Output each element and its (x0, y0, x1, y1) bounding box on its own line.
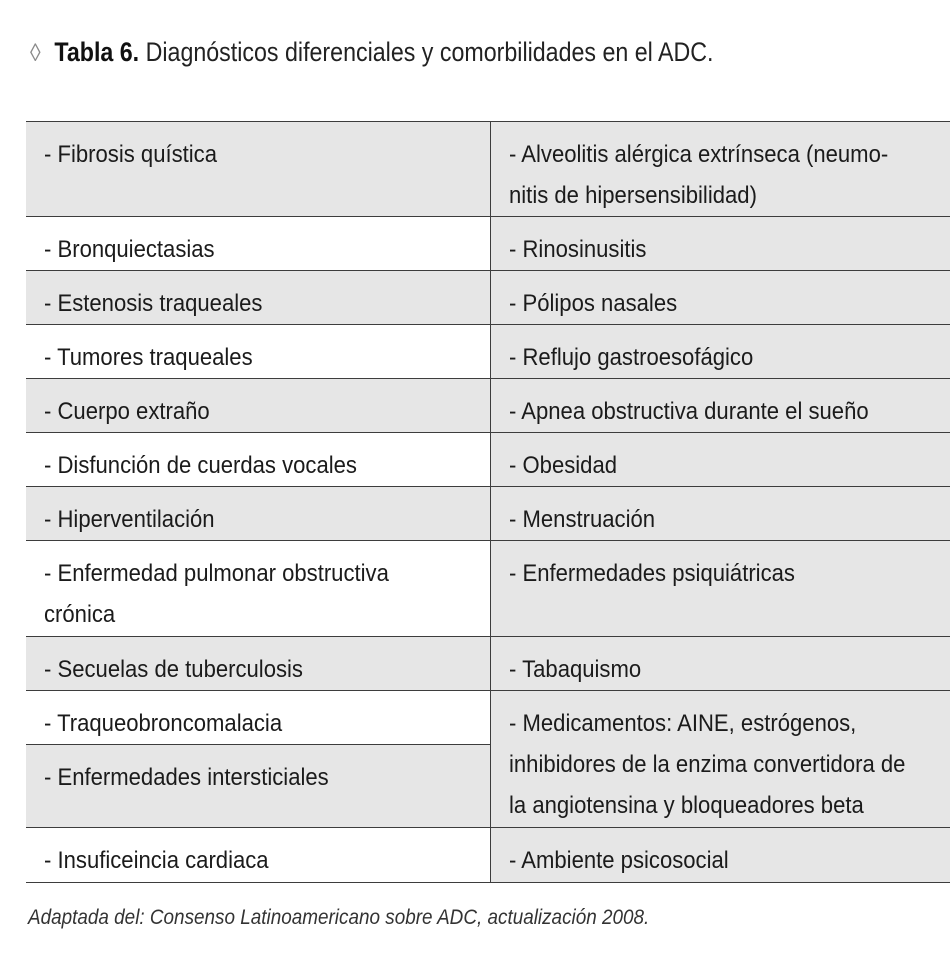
diamond-icon: ◊ (30, 39, 41, 67)
cell-text: - Hiperventilación (44, 506, 215, 533)
diagnosis-table (26, 121, 950, 883)
cell-text: - Obesidad (509, 452, 618, 479)
cell-text: - Reflujo gastroesofágico (509, 344, 754, 371)
cell-text: - Estenosis traqueales (44, 290, 263, 317)
table-row (26, 541, 950, 637)
cell-text: - Ambiente psicosocial (509, 847, 729, 874)
left-cell (26, 271, 491, 325)
table-row (26, 325, 950, 379)
cell-text: - Fibrosis quística (44, 141, 218, 168)
cell-text: - Medicamentos: AINE, estrógenos, inhibidores de la enzima convertidora de la angiotensina y bloqueadores beta (509, 710, 906, 819)
left-cell (26, 217, 491, 271)
left-cell (26, 379, 491, 433)
table-title (30, 34, 713, 71)
table-row (26, 217, 950, 271)
table-row (26, 487, 950, 541)
table-row (26, 691, 950, 745)
right-cell (491, 541, 950, 637)
cell-text: - Apnea obstructiva durante el sueño (509, 398, 869, 425)
left-cell (26, 325, 491, 379)
cell-text: - Enfermedades psiquiátricas (509, 560, 795, 587)
table-row (26, 433, 950, 487)
cell-text: - Traqueobroncomalacia (44, 710, 283, 737)
left-cell (26, 487, 491, 541)
table-row (26, 271, 950, 325)
cell-text: - Cuerpo extraño (44, 398, 210, 425)
left-cell (26, 637, 491, 691)
table-title-text: Diagnósticos diferenciales y comorbilidades en el ADC. (145, 37, 714, 67)
cell-text: - Rinosinusitis (509, 236, 647, 263)
cell-text: - Secuelas de tuberculosis (44, 656, 303, 683)
left-cell (26, 828, 491, 883)
cell-text: - Pólipos nasales (509, 290, 678, 317)
cell-text: - Tumores traqueales (44, 344, 253, 371)
left-cell (26, 433, 491, 487)
table-caption: Adaptada del: Consenso Latinoamericano sobre ADC, actualización 2008. (28, 906, 650, 929)
left-cell (26, 745, 491, 828)
table-row (26, 637, 950, 691)
right-cell (491, 637, 950, 691)
cell-text: - Disfunción de cuerdas vocales (44, 452, 357, 479)
right-cell (491, 828, 950, 883)
right-cell (491, 433, 950, 487)
right-cell (491, 691, 950, 828)
right-cell (491, 379, 950, 433)
cell-text: - Insuficeincia cardiaca (44, 847, 269, 874)
right-cell (491, 271, 950, 325)
right-cell (491, 217, 950, 271)
cell-text: - Enfermedades intersticiales (44, 764, 329, 791)
right-cell (491, 122, 950, 217)
left-cell (26, 122, 491, 217)
table-label: Tabla 6. (54, 37, 140, 67)
cell-text: - Alveolitis alérgica extrínseca (neumo-nitis de hipersensibilidad) (509, 141, 889, 209)
table-row (26, 122, 950, 217)
cell-text: - Bronquiectasias (44, 236, 215, 263)
cell-text: - Menstruación (509, 506, 656, 533)
cell-text: - Tabaquismo (509, 656, 642, 683)
right-cell (491, 325, 950, 379)
table-row (26, 379, 950, 433)
left-cell (26, 691, 491, 745)
cell-text: - Enfermedad pulmonar obstructiva crónica (44, 560, 389, 628)
left-cell (26, 541, 491, 637)
right-cell (491, 487, 950, 541)
table-row (26, 828, 950, 883)
